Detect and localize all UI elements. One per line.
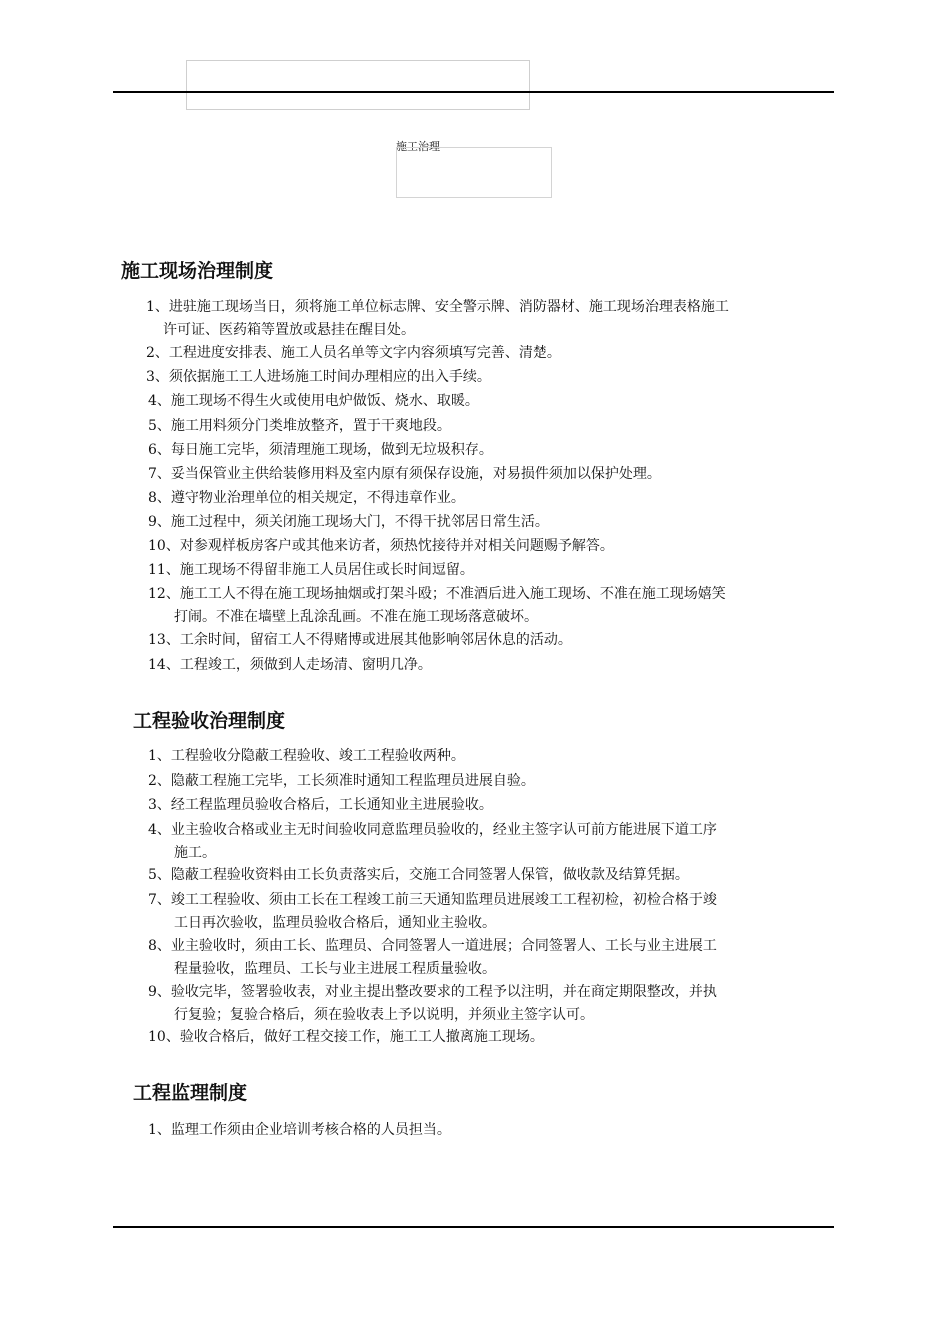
list-item: 9、验收完毕，签署验收表，对业主提出整改要求的工程予以注明，并在商定期限整改，并执 [148, 984, 717, 1000]
list-item-continuation: 许可证、医药箱等置放或悬挂在醒目处。 [163, 322, 415, 338]
list-item: 8、业主验收时，须由工长、监理员、合同签署人一道进展；合同签署人、工长与业主进展工 [148, 938, 717, 954]
list-item: 7、妥当保管业主供给装修用料及室内原有须保存设施，对易损件须加以保护处理。 [148, 466, 661, 482]
list-item: 9、施工过程中，须关闭施工现场大门，不得干扰邻居日常生活。 [148, 514, 549, 530]
list-item: 2、工程进度安排表、施工人员名单等文字内容须填写完善、清楚。 [146, 345, 561, 361]
list-item: 8、遵守物业治理单位的相关规定，不得违章作业。 [148, 490, 465, 506]
list-item: 14、工程竣工，须做到人走场清、窗明几净。 [148, 657, 432, 673]
list-item: 1、监理工作须由企业培训考核合格的人员担当。 [148, 1122, 451, 1138]
list-item: 1、工程验收分隐蔽工程验收、竣工工程验收两种。 [148, 748, 465, 764]
section-title: 工程验收治理制度 [133, 710, 286, 732]
list-item: 1、进驻施工现场当日，须将施工单位标志牌、安全警示牌、消防器材、施工现场治理表格施工 [146, 299, 729, 315]
list-item-continuation: 施工。 [174, 845, 216, 861]
list-item: 3、须依据施工工人进场施工时间办理相应的出入手续。 [146, 369, 491, 385]
header-rule [113, 91, 834, 93]
list-item: 3、经工程监理员验收合格后，工长通知业主进展验收。 [148, 797, 493, 813]
list-item-continuation: 打闹。不准在墙壁上乱涂乱画。不准在施工现场落意破坏。 [174, 609, 538, 625]
header-frame [186, 60, 530, 110]
list-item: 4、业主验收合格或业主无时间验收同意监理员验收的，经业主签字认可前方能进展下道工序 [148, 822, 717, 838]
list-item: 12、施工工人不得在施工现场抽烟或打架斗殴；不准酒后进入施工现场、不准在施工现场嬉笑 [148, 586, 726, 602]
list-item-continuation: 程量验收，监理员、工长与业主进展工程质量验收。 [174, 961, 496, 977]
list-item: 10、验收合格后，做好工程交接工作，施工工人撤离施工现场。 [148, 1029, 544, 1045]
header-label-frame [396, 147, 552, 198]
list-item: 13、工余时间，留宿工人不得赌博或进展其他影响邻居休息的活动。 [148, 632, 572, 648]
list-item-continuation: 工日再次验收，监理员验收合格后，通知业主验收。 [174, 915, 496, 931]
footer-rule [113, 1226, 834, 1228]
list-item: 5、施工用料须分门类堆放整齐，置于干爽地段。 [148, 418, 451, 434]
list-item-continuation: 行复验；复验合格后，须在验收表上予以说明，并须业主签字认可。 [174, 1007, 594, 1023]
list-item: 11、施工现场不得留非施工人员居住或长时间逗留。 [148, 562, 474, 578]
list-item: 2、隐蔽工程施工完毕，工长须准时通知工程监理员进展自验。 [148, 773, 535, 789]
list-item: 10、对参观样板房客户或其他来访者，须热忱接待并对相关问题赐予解答。 [148, 538, 614, 554]
list-item: 7、竣工工程验收、须由工长在工程竣工前三天通知监理员进展竣工工程初检，初检合格于竣 [148, 892, 717, 908]
list-item: 4、施工现场不得生火或使用电炉做饭、烧水、取暖。 [148, 393, 479, 409]
section-title: 工程监理制度 [133, 1082, 248, 1104]
header-label: 施工治理 [396, 140, 440, 153]
list-item: 5、隐蔽工程验收资料由工长负责落实后，交施工合同签署人保管，做收款及结算凭据。 [148, 867, 689, 883]
section-title: 施工现场治理制度 [121, 260, 274, 282]
list-item: 6、每日施工完毕，须清理施工现场，做到无垃圾积存。 [148, 442, 493, 458]
